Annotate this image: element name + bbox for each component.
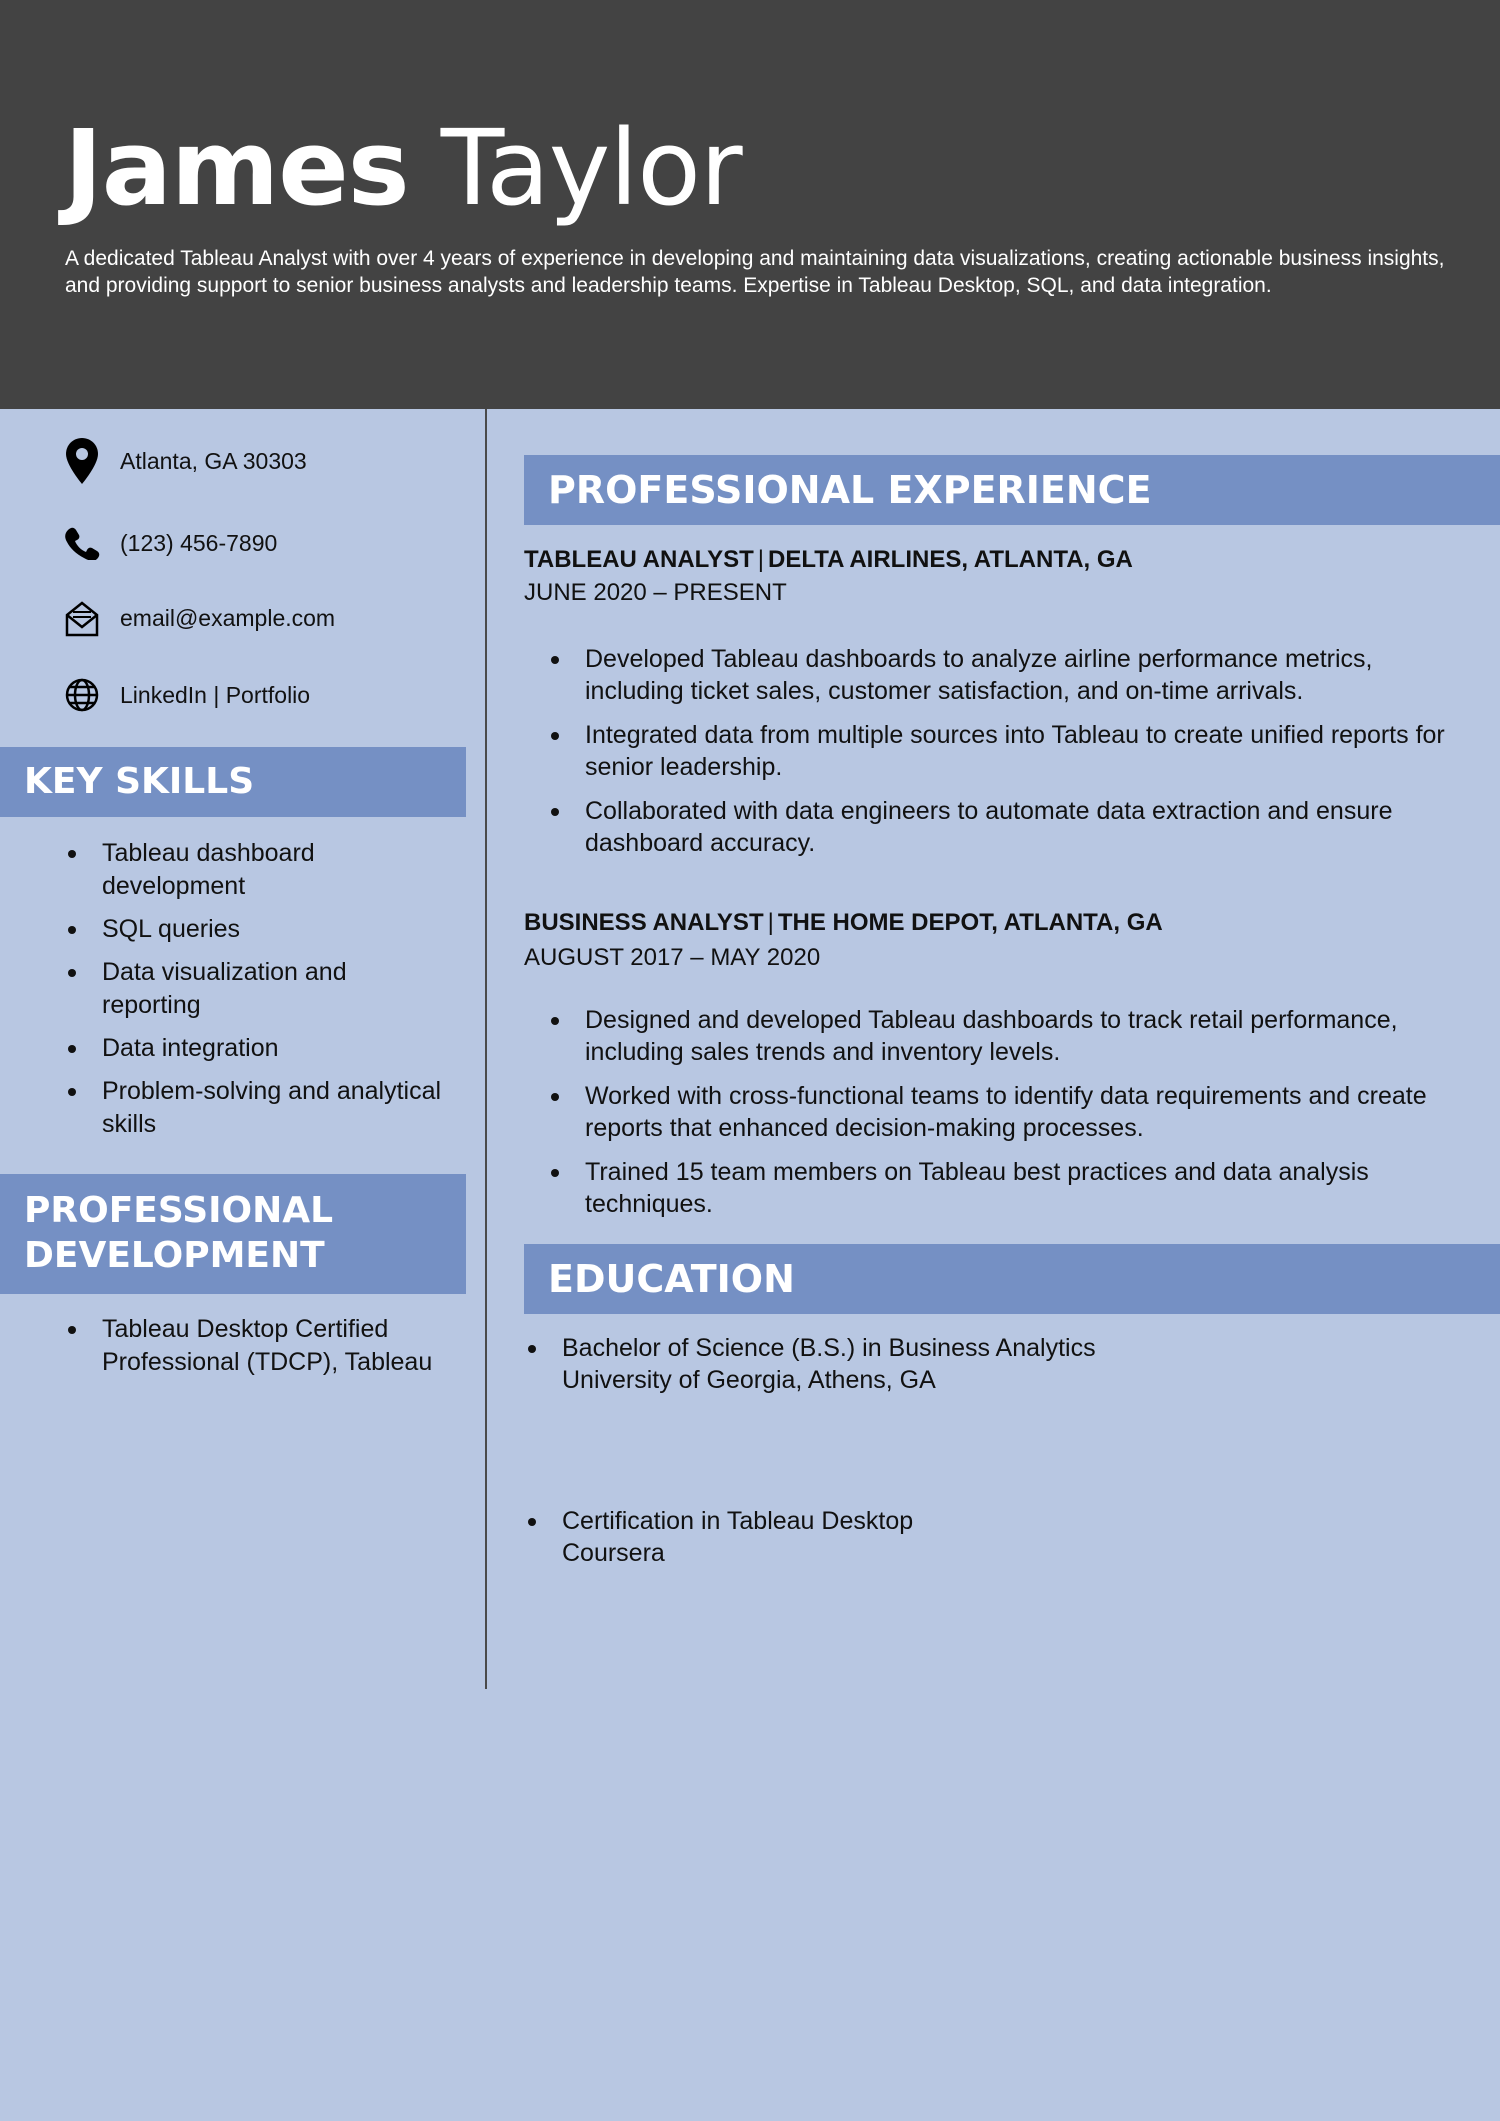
education-item (524, 1505, 1424, 1569)
list-item: Data integration (0, 1032, 470, 1065)
job-dates-1: JUNE 2020 – PRESENT (524, 579, 787, 606)
summary: A dedicated Tableau Analyst with over 4 years of experience in developing and maintaining data visualizations, creating actionable business insights, and providing support to senior business analysts and leadership teams. Expertise in Tableau Desktop, SQL, and data integration. (65, 247, 1445, 297)
heading-line: DEVELOPMENT (24, 1235, 325, 1276)
key-skills-heading: KEY SKILLS (0, 747, 466, 817)
list-item: Integrated data from multiple sources into Tableau to create unified reports for senior leadership. (524, 719, 1454, 783)
job-bullets-2 (524, 1004, 1454, 1232)
list-item: SQL queries (0, 913, 470, 946)
job-company: DELTA AIRLINES, ATLANTA, GA (768, 546, 1133, 573)
list-item: Tableau dashboard development (0, 837, 342, 903)
contact-phone (64, 518, 277, 568)
contact-email (64, 593, 335, 643)
professional-development-heading (0, 1174, 466, 1294)
first-name: James (64, 107, 409, 229)
school: Coursera (562, 1539, 665, 1567)
job-title-2 (524, 909, 1163, 937)
header-banner (0, 0, 1500, 409)
list-item: Data visualization and reporting (0, 956, 372, 1022)
list-item: Designed and developed Tableau dashboards to track retail performance, including sales trends and inventory levels. (524, 1004, 1454, 1068)
title-separator: | (757, 546, 765, 573)
last-name: Taylor (440, 107, 742, 229)
email-text: email@example.com (120, 604, 336, 631)
contact-location (64, 436, 307, 486)
column-divider (485, 409, 487, 1689)
heading-line: PROFESSIONAL (24, 1190, 334, 1231)
job-title-1 (524, 546, 1133, 574)
map-pin-icon (64, 436, 100, 486)
list-item: Problem-solving and analytical skills (0, 1075, 472, 1141)
list-item: Developed Tableau dashboards to analyze airline performance metrics, including ticket sales, customer satisfaction, and on-time arrivals. (524, 643, 1454, 707)
list-item: Worked with cross-functional teams to identify data requirements and create reports that enhanced decision-making processes. (524, 1080, 1454, 1144)
envelope-icon (64, 593, 100, 643)
title-separator: | (767, 909, 774, 936)
job-bullets-1 (524, 643, 1454, 871)
education-heading: EDUCATION (524, 1244, 1500, 1314)
list-item: Trained 15 team members on Tableau best practices and data analysis techniques. (524, 1156, 1454, 1220)
degree: Bachelor of Science (B.S.) in Business Analytics (562, 1334, 1096, 1362)
location-text: Atlanta, GA 30303 (120, 447, 307, 474)
list-item: Collaborated with data engineers to automate data extraction and ensure dashboard accuracy. (524, 795, 1454, 859)
professional-development-list (0, 1313, 470, 1389)
globe-icon (64, 670, 100, 720)
candidate-name (64, 108, 742, 228)
list-item: Tableau Desktop Certified Professional (TDCP), Tableau (0, 1313, 442, 1379)
phone-text: (123) 456-7890 (120, 529, 278, 556)
degree: Certification in Tableau Desktop (562, 1507, 914, 1535)
job-role: TABLEAU ANALYST (524, 546, 754, 573)
contact-links (64, 670, 310, 720)
school: University of Georgia, Athens, GA (562, 1366, 936, 1394)
education-item (524, 1332, 1424, 1396)
job-role: BUSINESS ANALYST (524, 909, 764, 936)
experience-heading: PROFESSIONAL EXPERIENCE (524, 455, 1500, 525)
key-skills-list (0, 837, 470, 1151)
job-dates-2: AUGUST 2017 – MAY 2020 (524, 944, 821, 971)
job-company: THE HOME DEPOT, ATLANTA, GA (777, 909, 1163, 936)
phone-icon (64, 518, 100, 568)
links-text[interactable]: LinkedIn | Portfolio (120, 681, 311, 708)
